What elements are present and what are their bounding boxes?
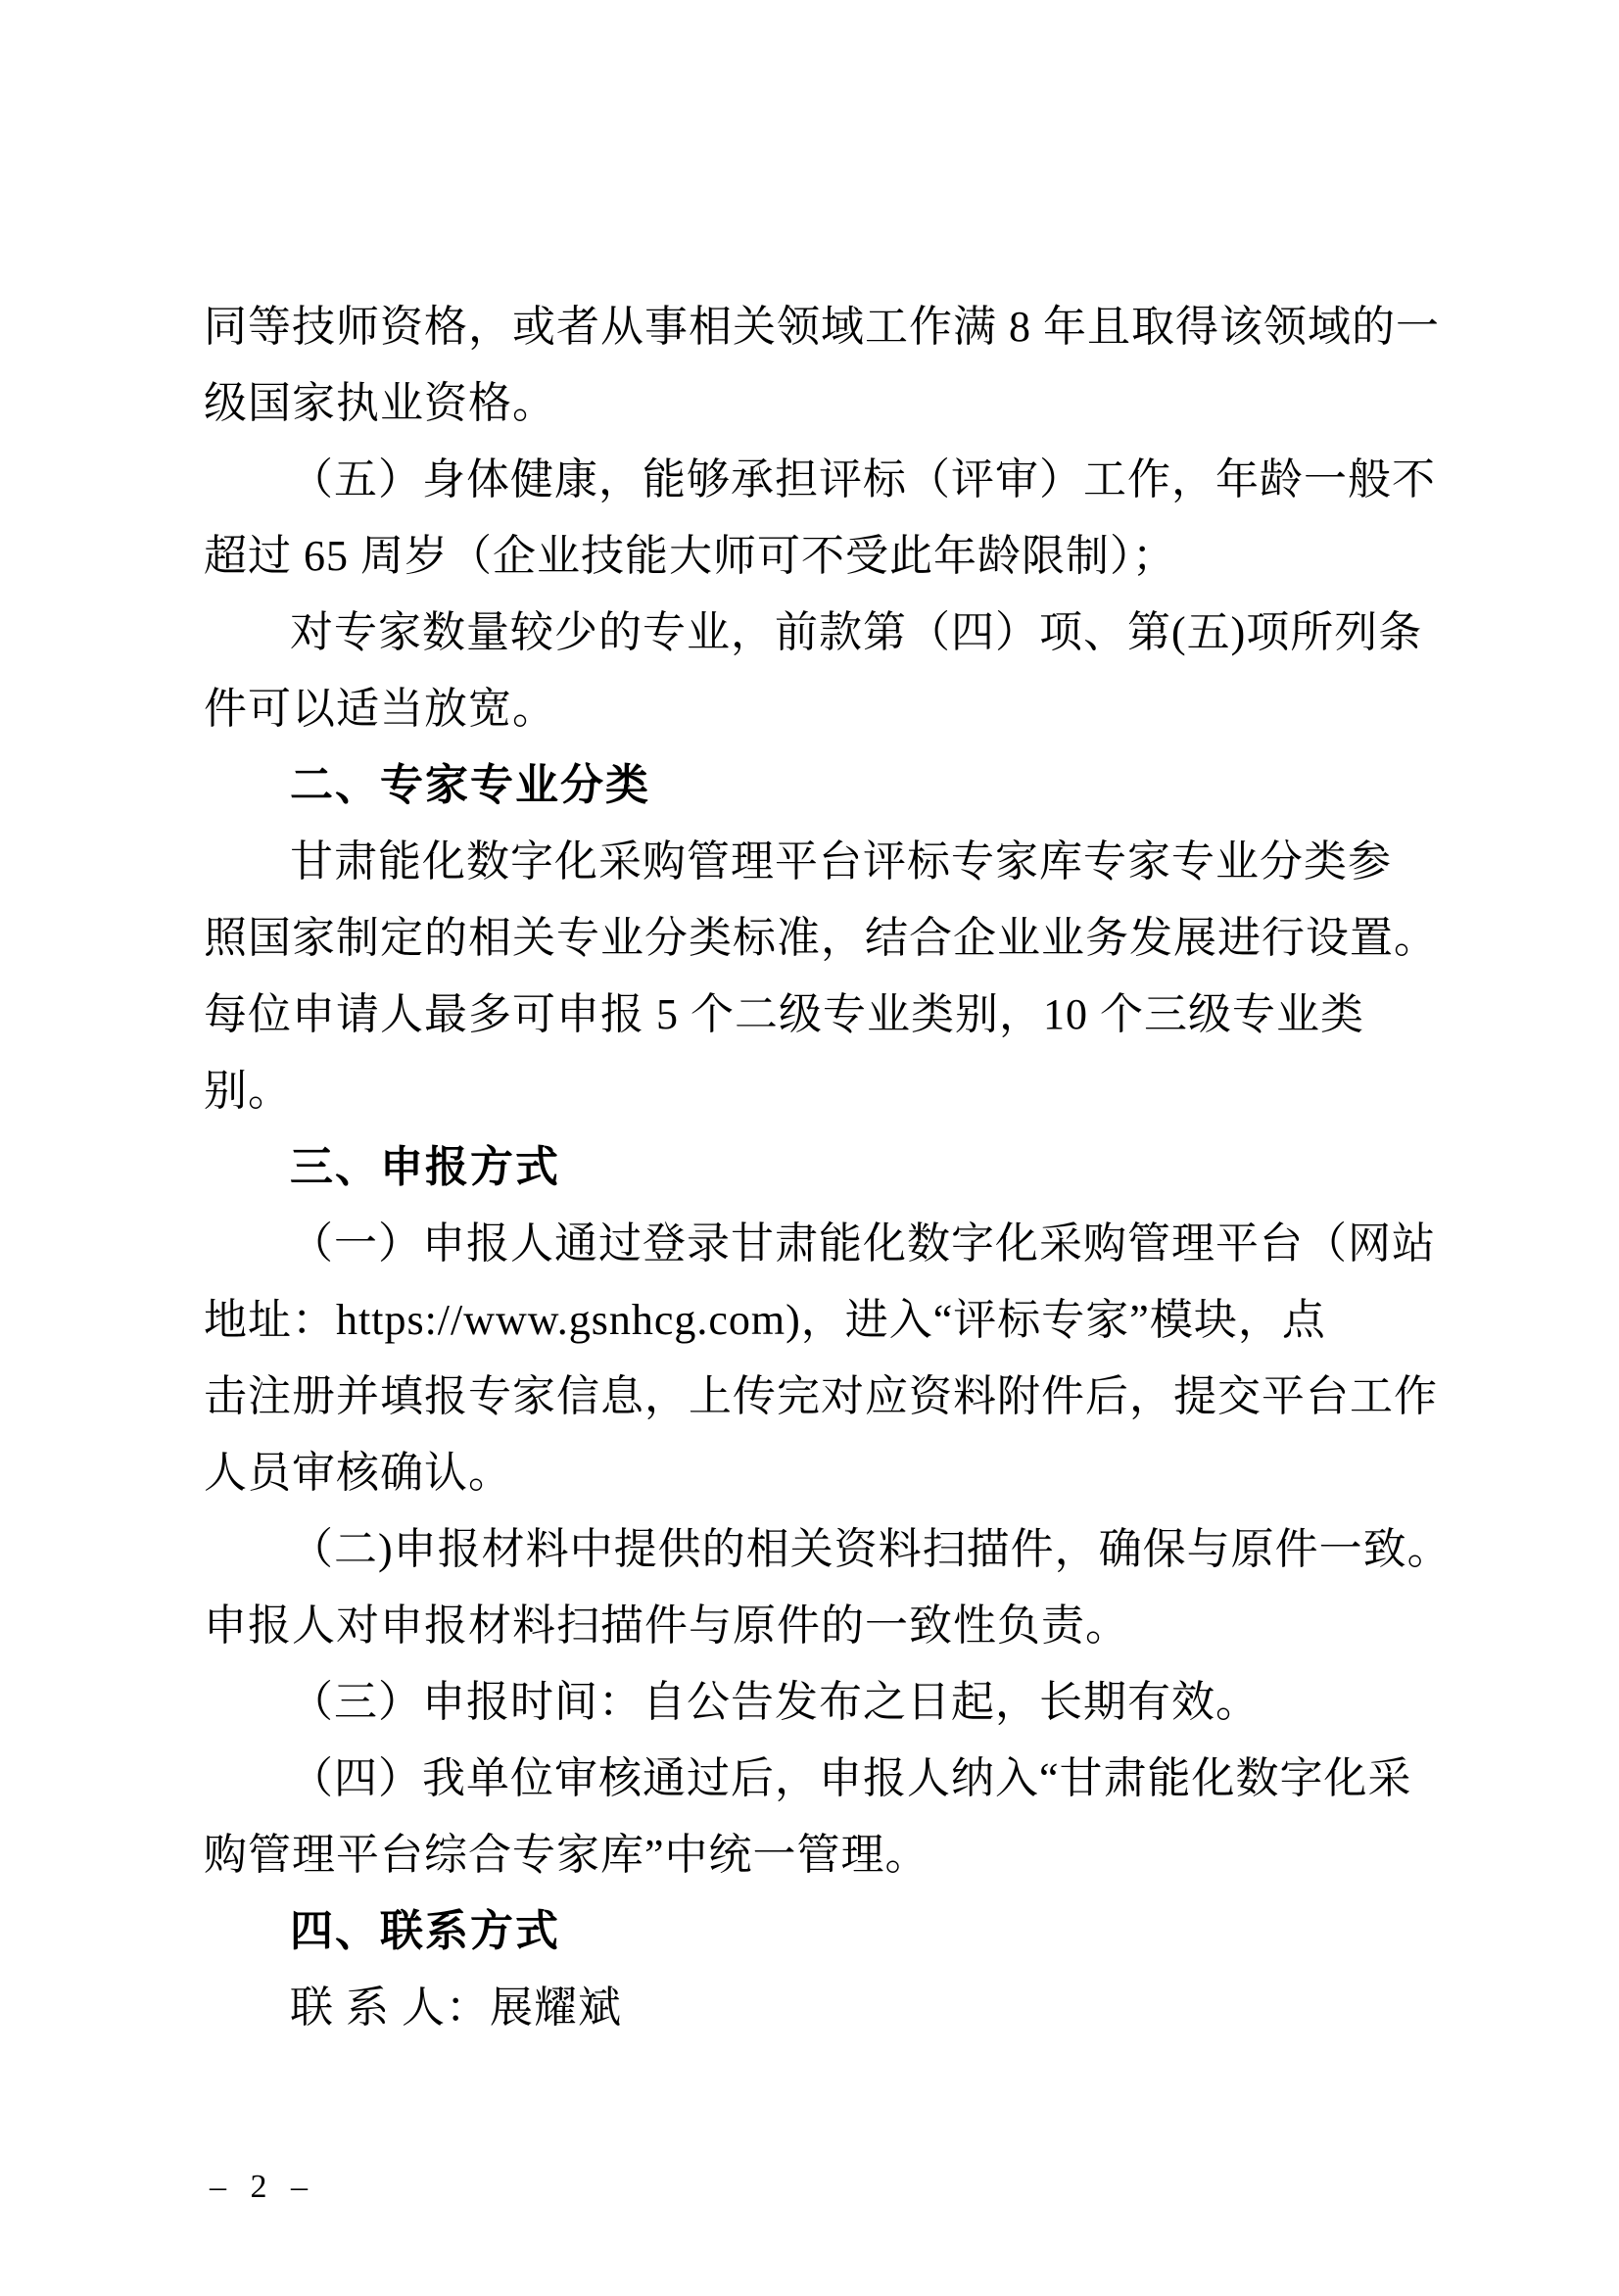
text-line: （二)申报材料中提供的相关资料扫描件，确保与原件一致。 <box>290 1525 1452 1573</box>
section-heading: 二、专家专业分类 <box>290 761 650 809</box>
section-heading: 四、联系方式 <box>290 1907 560 1955</box>
text-line: 地址：https://www.gsnhcg.com)，进入“评标专家”模块，点 <box>204 1296 1326 1344</box>
section-heading: 三、申报方式 <box>290 1143 560 1191</box>
text-line: 同等技师资格，或者从事相关领域工作满 8 年且取得该领域的一 <box>204 303 1440 351</box>
text-line: 甘肃能化数字化采购管理平台评标专家库专家专业分类参 <box>290 837 1392 885</box>
text-line: 每位申请人最多可申报 5 个二级专业类别，10 个三级专业类 <box>204 990 1364 1038</box>
text-line: 联 系 人：展耀斌 <box>290 1984 622 2032</box>
text-line: 件可以适当放宽。 <box>204 685 556 733</box>
text-line: 别。 <box>204 1067 292 1115</box>
text-line: 击注册并填报专家信息，上传完对应资料附件后，提交平台工作 <box>204 1372 1438 1420</box>
text-line: （一）申报人通过登录甘肃能化数字化采购管理平台（网站 <box>290 1220 1436 1268</box>
text-line: （四）我单位审核通过后，申报人纳入“甘肃能化数字化采 <box>290 1754 1412 1802</box>
text-line: （五）身体健康，能够承担评标（评审）工作，年龄一般不 <box>290 455 1436 503</box>
text-line: （三）申报时间：自公告发布之日起，长期有效。 <box>290 1678 1260 1726</box>
text-line: 超过 65 周岁（企业技能大师可不受此年龄限制）； <box>204 532 1176 580</box>
text-line: 照国家制定的相关专业分类标准，结合企业业务发展进行设置。 <box>204 914 1438 962</box>
text-line: 人员审核确认。 <box>204 1449 512 1497</box>
text-line: 购管理平台综合专家库”中统一管理。 <box>204 1831 929 1879</box>
text-line: 申报人对申报材料扫描件与原件的一致性负责。 <box>204 1602 1129 1650</box>
text-line: 对专家数量较少的专业，前款第（四）项、第(五)项所列条 <box>290 608 1423 656</box>
page-body <box>204 289 1452 2046</box>
page-number: – 2 – <box>210 2169 315 2205</box>
text-line: 级国家执业资格。 <box>204 379 556 427</box>
